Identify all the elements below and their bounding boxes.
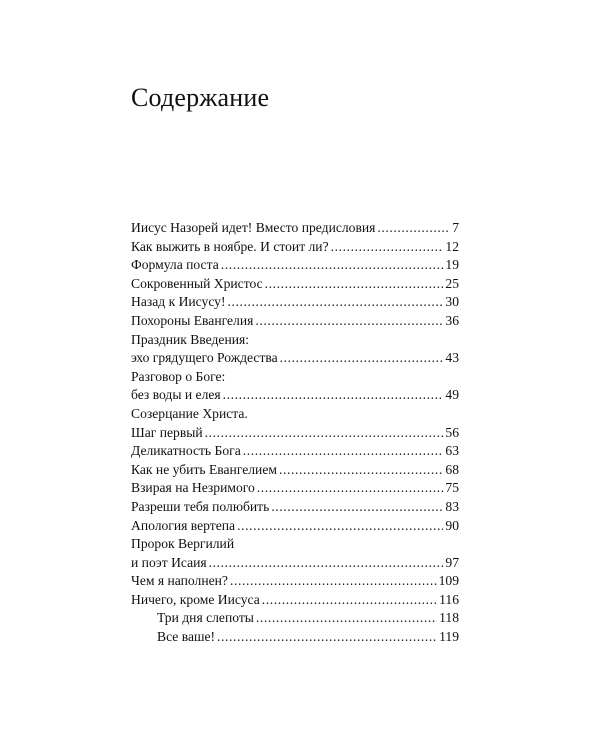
toc-entry-title: Чем я наполнен? (131, 573, 228, 589)
toc-entry (131, 405, 459, 424)
toc-entry-title: Созерцание Христа. (131, 405, 248, 421)
toc-entry-title: без воды и елея (131, 387, 221, 403)
toc-dot-leader (279, 461, 443, 480)
toc-entry-title: Разговор о Боге: (131, 368, 226, 384)
toc-entry-title: Похороны Евангелия (131, 312, 254, 328)
toc-page-number: 83 (445, 498, 459, 514)
toc-page-number: 116 (439, 591, 459, 607)
toc-entry (131, 572, 459, 591)
toc-entry (131, 386, 459, 405)
toc-entry (131, 256, 459, 275)
toc-entry (131, 424, 459, 443)
toc-page-number: 12 (445, 238, 459, 254)
toc-dot-leader (237, 517, 443, 536)
toc-entry-title: Назад к Иисусу! (131, 294, 226, 310)
page-title: Содержание (131, 83, 270, 112)
toc-entry (131, 479, 459, 498)
toc-entry-title: Праздник Введения: (131, 331, 250, 347)
toc-dot-leader (257, 479, 444, 498)
toc-page-number: 118 (439, 610, 459, 626)
toc-entry (131, 498, 459, 517)
toc-entry (131, 349, 459, 368)
toc-dot-leader (230, 572, 437, 591)
toc-entry (131, 535, 459, 554)
toc-subentry (131, 628, 459, 647)
toc-dot-leader (205, 424, 444, 443)
toc-entry-title: Ничего, кроме Иисуса (131, 591, 260, 607)
toc-entry-title: Пророк Вергилий (131, 536, 235, 552)
toc-dot-leader (217, 628, 437, 647)
toc-dot-leader (262, 591, 437, 610)
toc-page-number: 63 (445, 443, 459, 459)
toc-entry-title: Все ваше! (157, 629, 215, 645)
toc-entry (131, 219, 459, 238)
toc-page-number: 90 (445, 517, 459, 533)
toc-page-number: 49 (445, 387, 459, 403)
toc-dot-leader (265, 275, 444, 294)
table-of-contents (131, 219, 459, 647)
toc-entry (131, 312, 459, 331)
toc-entry-title: Как не убить Евангелием (131, 461, 277, 477)
toc-entry (131, 461, 459, 480)
toc-dot-leader (228, 293, 444, 312)
toc-entry-title: Иисус Назорей идет! Вместо предисловия (131, 220, 376, 235)
toc-dot-leader (377, 219, 450, 238)
toc-entry (131, 293, 459, 312)
toc-page-number: 19 (445, 257, 459, 273)
toc-entry-title: Взирая на Незримого (131, 480, 255, 496)
toc-dot-leader (209, 554, 444, 573)
toc-entry-title: Как выжить в ноябре. И стоит ли? (131, 238, 329, 254)
toc-dot-leader (223, 386, 444, 405)
toc-entry-title: Сокровенный Христос (131, 275, 263, 291)
toc-entry (131, 517, 459, 536)
toc-page-number: 36 (445, 312, 459, 328)
toc-dot-leader (221, 256, 444, 275)
toc-page-number: 109 (438, 573, 459, 589)
toc-page-number: 68 (445, 461, 459, 477)
toc-dot-leader (255, 312, 443, 331)
toc-dot-leader (243, 442, 444, 461)
toc-entry-title: Шаг первый (131, 424, 203, 440)
toc-entry (131, 442, 459, 461)
toc-entry-title: Деликатность Бога (131, 443, 241, 459)
toc-dot-leader (271, 498, 443, 517)
toc-page-number: 75 (445, 480, 459, 496)
toc-entry-title: эхо грядущего Рождества (131, 350, 278, 366)
toc-entry (131, 238, 459, 257)
toc-dot-leader (256, 609, 437, 628)
toc-entry-title: Формула поста (131, 257, 219, 273)
toc-entry (131, 368, 459, 387)
toc-subentry (131, 609, 459, 628)
toc-page-number: 56 (445, 424, 459, 440)
toc-page-number: 25 (445, 275, 459, 291)
toc-page-number: 43 (445, 350, 459, 366)
toc-page-number: 30 (445, 294, 459, 310)
toc-entry-title: и поэт Исаия (131, 554, 207, 570)
toc-entry (131, 554, 459, 573)
toc-dot-leader (331, 238, 444, 257)
toc-entry (131, 275, 459, 294)
toc-entry-title: Три дня слепоты (157, 610, 254, 626)
toc-page-number: 7 (452, 220, 459, 235)
toc-entry (131, 331, 459, 350)
toc-dot-leader (280, 349, 444, 368)
toc-entry-title: Разреши тебя полюбить (131, 498, 270, 514)
toc-page-number: 119 (439, 629, 459, 645)
toc-entry (131, 591, 459, 610)
toc-page-number: 97 (445, 554, 459, 570)
toc-entry-title: Апология вертепа (131, 517, 236, 533)
